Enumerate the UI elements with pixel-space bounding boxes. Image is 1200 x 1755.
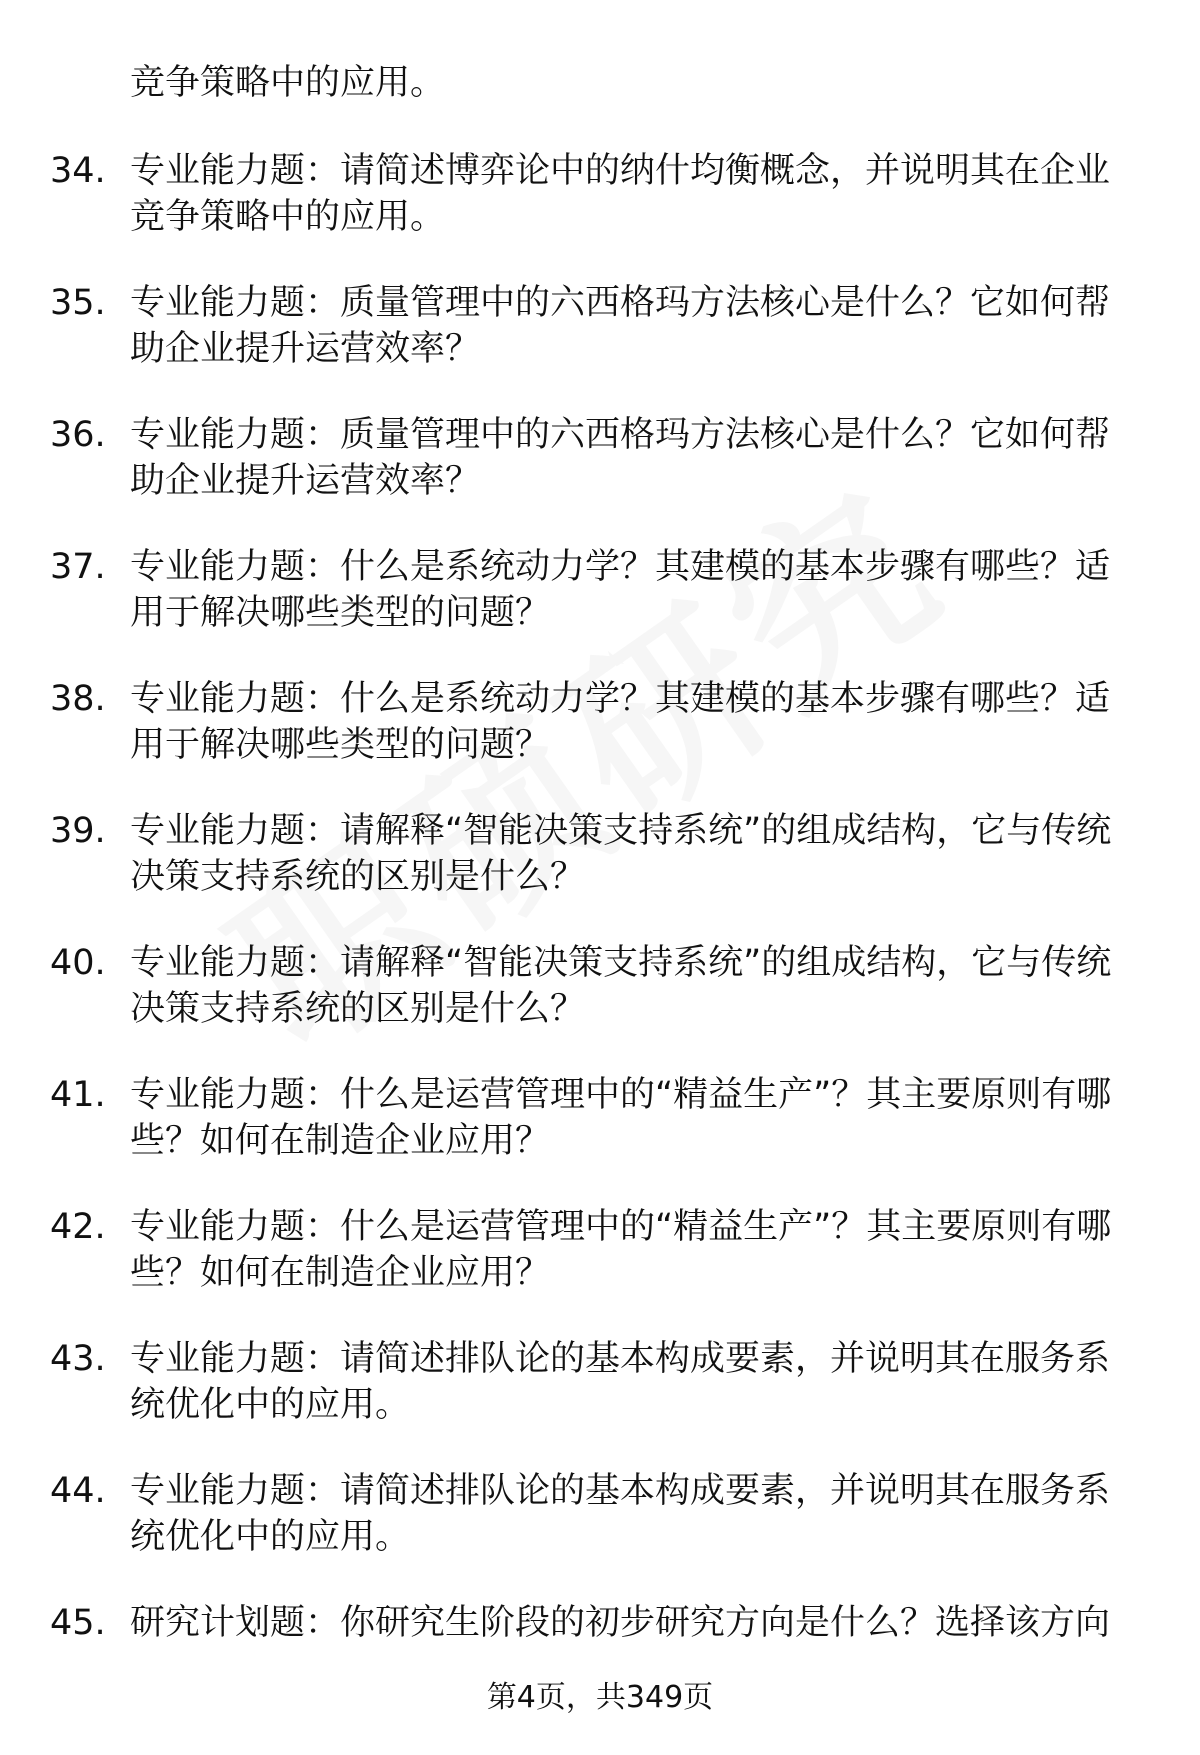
question-text: 专业能力题：质量管理中的六西格玛方法核心是什么？它如何帮助企业提升运营效率？ [130, 283, 1111, 369]
question-text: 专业能力题：什么是系统动力学？其建模的基本步骤有哪些？适用于解决哪些类型的问题？ [130, 547, 1111, 633]
page-footer: 第4页，共349页 [486, 1680, 714, 1715]
question-number: 39. [50, 811, 106, 851]
question-text: 专业能力题：请简述排队论的基本构成要素，并说明其在服务系统优化中的应用。 [130, 1339, 1111, 1425]
continued-text: 竞争策略中的应用。 [130, 63, 446, 103]
question-number: 35. [50, 283, 106, 323]
list-item [0, 1204, 1200, 1336]
question-list [0, 148, 1200, 1732]
question-number: 37. [50, 547, 106, 587]
list-item [0, 676, 1200, 808]
question-text: 专业能力题：质量管理中的六西格玛方法核心是什么？它如何帮助企业提升运营效率？ [130, 415, 1111, 501]
list-item [0, 1072, 1200, 1204]
list-item [0, 544, 1200, 676]
question-text: 研究计划题：你研究生阶段的初步研究方向是什么？选择该方向 [130, 1603, 1111, 1643]
list-item [0, 280, 1200, 412]
list-item [0, 808, 1200, 940]
list-item [0, 1336, 1200, 1468]
list-item [0, 940, 1200, 1072]
question-number: 45. [50, 1603, 106, 1643]
question-number: 43. [50, 1339, 106, 1379]
question-text: 专业能力题：什么是运营管理中的“精益生产”？其主要原则有哪些？如何在制造企业应用？ [130, 1207, 1112, 1293]
question-number: 34. [50, 151, 106, 191]
list-item [0, 148, 1200, 280]
question-text: 专业能力题：请解释“智能决策支持系统”的组成结构，它与传统决策支持系统的区别是什么？ [130, 811, 1112, 897]
question-text: 专业能力题：请解释“智能决策支持系统”的组成结构，它与传统决策支持系统的区别是什么？ [130, 943, 1112, 1029]
question-text: 专业能力题：什么是系统动力学？其建模的基本步骤有哪些？适用于解决哪些类型的问题？ [130, 679, 1111, 765]
question-number: 41. [50, 1075, 106, 1115]
question-number: 36. [50, 415, 106, 455]
question-text: 专业能力题：请简述排队论的基本构成要素，并说明其在服务系统优化中的应用。 [130, 1471, 1111, 1557]
list-item [0, 1468, 1200, 1600]
list-item [0, 412, 1200, 544]
question-text: 专业能力题：什么是运营管理中的“精益生产”？其主要原则有哪些？如何在制造企业应用？ [130, 1075, 1112, 1161]
question-number: 42. [50, 1207, 106, 1247]
question-number: 38. [50, 679, 106, 719]
question-number: 44. [50, 1471, 106, 1511]
question-number: 40. [50, 943, 106, 983]
question-text: 专业能力题：请简述博弈论中的纳什均衡概念，并说明其在企业竞争策略中的应用。 [130, 151, 1111, 237]
